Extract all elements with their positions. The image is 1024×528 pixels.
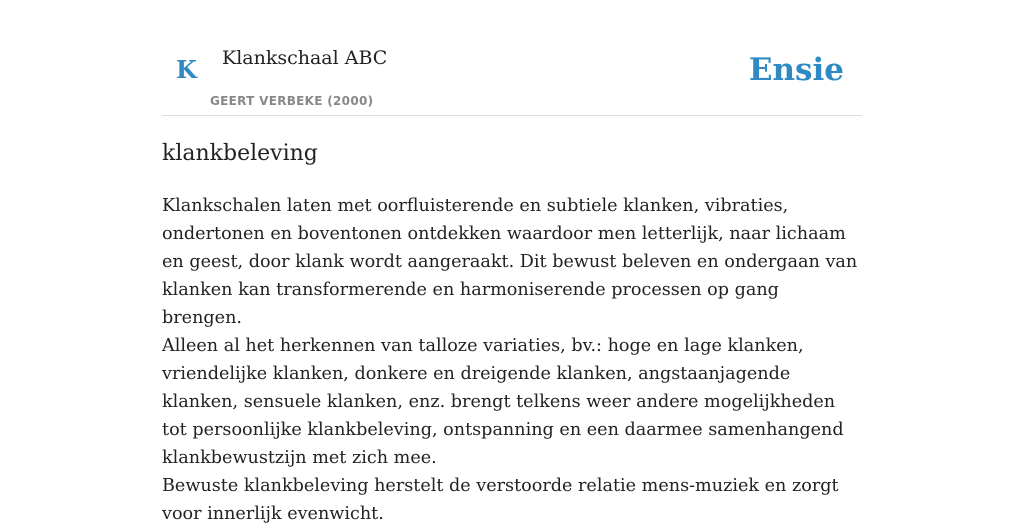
- entry-title: klankbeleving: [162, 141, 318, 166]
- book-title-link[interactable]: Klankschaal ABC: [222, 47, 388, 69]
- author-link[interactable]: GEERT VERBEKE (2000): [210, 94, 374, 108]
- entry-body: [162, 192, 862, 528]
- entry-paragraph: Bewuste klankbeleving herstelt de verstoorde relatie mens-muziek en zorgt voor innerlijk evenwicht.: [162, 476, 839, 524]
- entry-paragraph: Klankschalen laten met oorfluisterende en subtiele klanken, vibraties, ondertonen en boventonen ontdekken waardoor men letterlijk, naar lichaam en geest, door klank wordt aangeraakt. Dit bewust beleven en ondergaan van klanken kan transformerende en harmoniserende processen op gang brengen.: [162, 196, 858, 328]
- ensie-logo[interactable]: Ensie: [748, 52, 844, 88]
- entry-paragraph: Alleen al het herkennen van talloze variaties, bv.: hoge en lage klanken, vriendelijke klanken, donkere en dreigende klanken, angstaanjagende klanken, sensuele klanken, enz. brengt telkens weer andere mogelijkheden tot persoonlijke klankbeleving, ontspanning en een daarmee samenhangend klankbewustzijn met zich mee.: [162, 336, 844, 468]
- book-header: [162, 30, 862, 116]
- letter-index-link[interactable]: K: [176, 55, 197, 84]
